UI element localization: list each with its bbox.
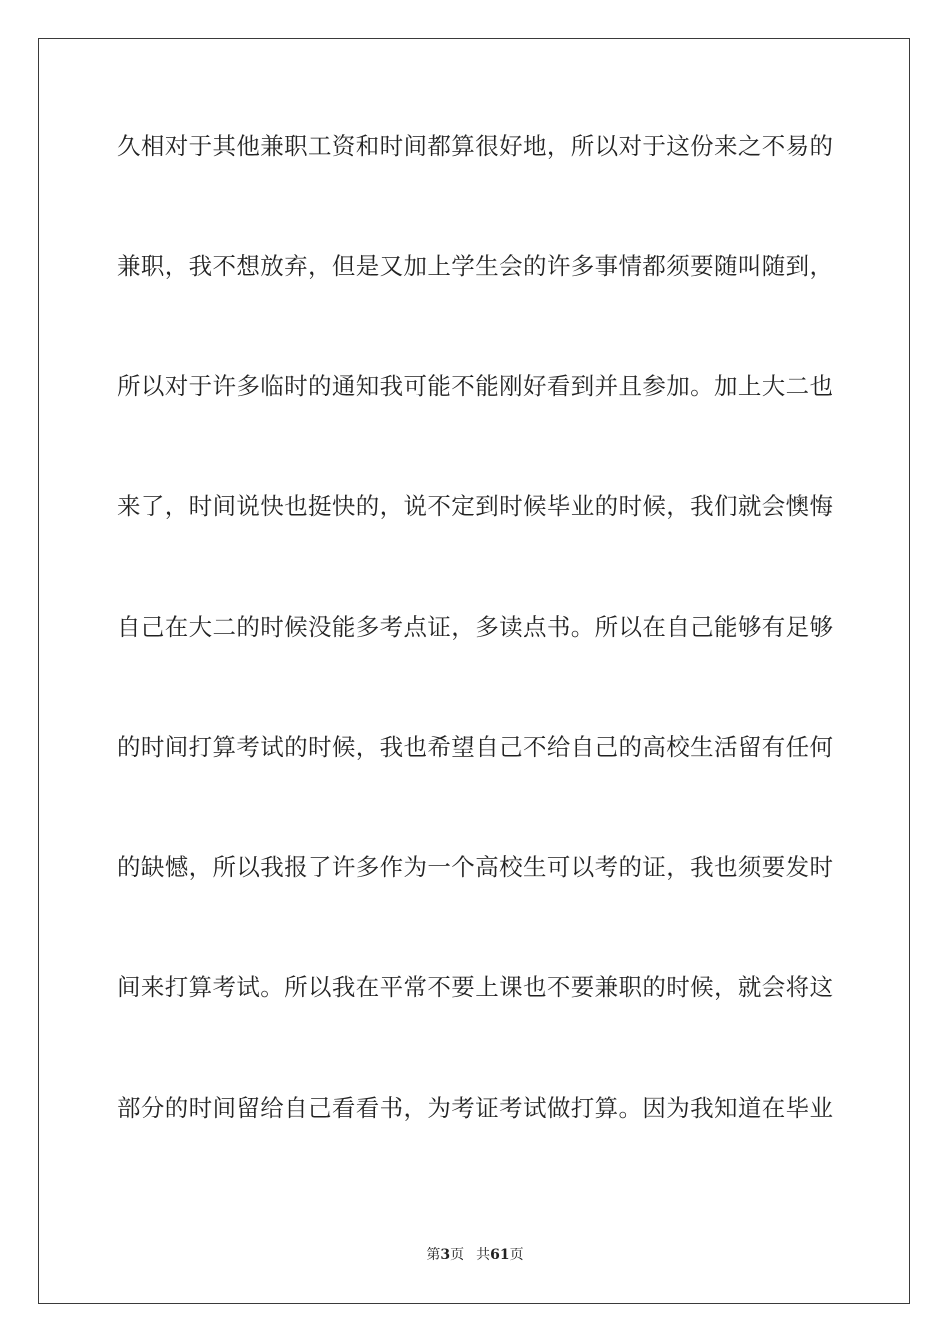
total-prefix: 共 bbox=[476, 1247, 491, 1263]
text-line: 间来打算考试。所以我在平常不要上课也不要兼职的时候，就会将这 bbox=[117, 973, 833, 1001]
text-line: 兼职，我不想放弃，但是又加上学生会的许多事情都须要随叫随到， bbox=[117, 252, 833, 280]
page-prefix: 第 bbox=[426, 1247, 441, 1263]
page-footer bbox=[0, 1245, 950, 1265]
text-line: 久相对于其他兼职工资和时间都算很好地，所以对于这份来之不易的 bbox=[117, 132, 833, 160]
text-line: 自己在大二的时候没能多考点证，多读点书。所以在自己能够有足够 bbox=[117, 613, 833, 641]
page-number: 3 bbox=[440, 1247, 451, 1263]
text-line: 所以对于许多临时的通知我可能不能刚好看到并且参加。加上大二也 bbox=[117, 372, 833, 400]
text-line: 部分的时间留给自己看看书，为考证考试做打算。因为我知道在毕业 bbox=[117, 1094, 833, 1122]
text-line: 来了，时间说快也挺快的，说不定到时候毕业的时候，我们就会懊悔 bbox=[117, 492, 833, 520]
text-line: 的缺憾，所以我报了许多作为一个高校生可以考的证，我也须要发时 bbox=[117, 853, 833, 881]
total-pages: 61 bbox=[490, 1247, 510, 1263]
page-suffix: 页 bbox=[450, 1247, 465, 1263]
text-line: 的时间打算考试的时候，我也希望自己不给自己的高校生活留有任何 bbox=[117, 733, 833, 761]
total-suffix: 页 bbox=[509, 1247, 524, 1263]
